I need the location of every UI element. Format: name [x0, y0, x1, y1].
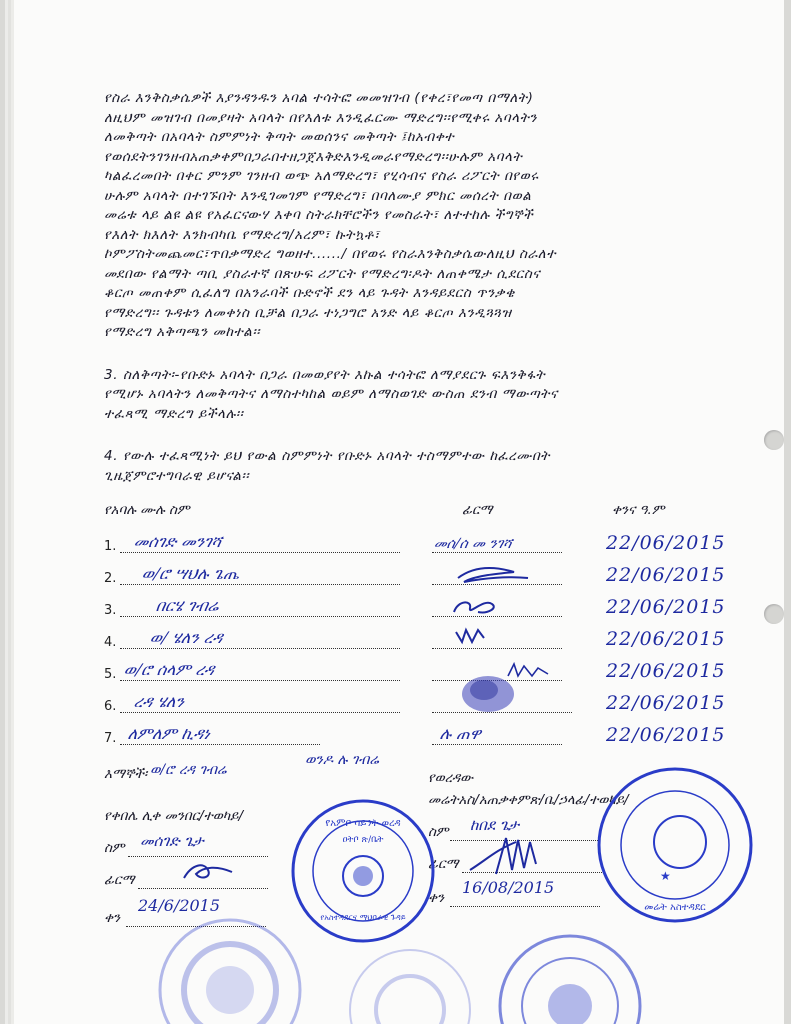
text-line: መሬቱ ላይ ልዩ ልዩ የአፈርናውሃ እቀባ ስትራክቸሮችን የመስራት፣ ለተተከሉ ችግኞች: [104, 207, 534, 223]
member-row: [104, 688, 754, 718]
receiver-date: 24/6/2015: [138, 896, 221, 915]
member-name: ወ/ሮ ሰላም ረዳ: [122, 660, 216, 679]
registrar-office: መሬትአስ/አጠቃቀምጽ/ቤ/ኃላፊ/ተወካይ/: [428, 792, 629, 808]
registrar-signature-label: ፊርማ: [428, 856, 459, 872]
row-number: 5.: [104, 667, 117, 682]
header-member-name: የአባሉ ሙሉ ስም: [104, 502, 190, 518]
text-line: መደበው የልማት ጣቢ ያስራተኛ በጽሁፍ ሪፖርት የማድረግ፡ዶት ለጠቀሜታ ሲደርስና: [104, 265, 541, 282]
registrar-signature: [466, 830, 556, 880]
row-number: 1.: [104, 539, 117, 554]
member-row: [104, 720, 754, 750]
signature-date: 22/06/2015: [606, 596, 726, 618]
name-line: [120, 552, 400, 553]
text-line: የሚሆኑ አባላትን ለመቅጣትና ለማስተካከል ወይም ለማስወገድ ውስጠ ደንብ ማውጣትና: [104, 386, 558, 402]
member-signature: [454, 666, 524, 718]
text-line: የእለት ክእለት እንክብካቤ የማድረግ/አረም፣ ኩትኳቶ፣: [104, 226, 380, 243]
stamp-text: የአስተዳደርና ማህበራዊ ጉዳይ: [320, 913, 406, 922]
row-number: 4.: [104, 635, 117, 650]
registrar-date-line: [450, 906, 600, 907]
member-signature: [448, 594, 508, 620]
faded-stamp: [130, 900, 330, 1024]
paragraph-effect: [104, 448, 744, 487]
faded-stamp: [490, 920, 650, 1024]
member-name: ወ/ሮ ሣህሉ ጌጤ: [140, 564, 241, 583]
punch-hole: [764, 430, 784, 450]
member-name: ረዳ ሄለን: [132, 692, 186, 711]
text-line: ካልፈረመበት በቀር ምንም ገንዘብ ወጭ አለማድረግ፣ የሂሳብና የስራ ሪፖርት በየወሩ: [104, 168, 539, 184]
name-line: [120, 680, 400, 681]
text-line: ጊዜጀምሮተግባራዊ ይሆናል፡፡: [104, 467, 250, 484]
name-line: [120, 616, 400, 617]
text-line: የስራ እንቅስቃሴዎች እያንዳንዱን አባል ተሳትፎ መመዝገብ (የቀረ፣የመጣ በማለት): [104, 90, 534, 106]
member-row: [104, 592, 754, 622]
text-line: ለዚህም መዝገብ በመያዛት አባላት በየእለቱ እንዲፈርሙ ማድረግ፡፡የሚቀሩ አባላትን: [104, 109, 538, 126]
witness-label: እማኞች፡: [104, 766, 148, 782]
receiver-title: የቀበሌ ሊቀ መንበር/ተወካይ/: [104, 808, 243, 824]
svg-text:★: ★: [660, 869, 671, 883]
member-name: ወ/ ሄለን ረዳ: [148, 628, 224, 647]
receiver-name-label: ስም: [104, 840, 125, 856]
row-number: 7.: [104, 731, 117, 746]
text-line: ተፈጻሚ ማድረግ ይችላሉ፡፡: [104, 405, 244, 422]
signature-date: 22/06/2015: [606, 692, 726, 714]
text-line: የማድረግ አቅጣጫን መከተል፡፡: [104, 324, 261, 340]
signature-line: [432, 648, 562, 649]
member-name: ለምለም ኪዳነ: [126, 724, 212, 743]
registrar-name-label: ስም: [428, 824, 449, 840]
row-number: 2.: [104, 571, 117, 586]
member-name: መሰገድ መንገሻ: [132, 532, 223, 551]
member-row: [104, 528, 754, 558]
header-signature: ፊርማ: [462, 502, 493, 518]
receiver-signature-line: [138, 888, 268, 889]
signature-line: [432, 552, 562, 553]
paragraph-penalty: [104, 367, 744, 426]
signature-date: 22/06/2015: [606, 532, 726, 554]
member-name: በርሄ ገብሬ: [154, 596, 221, 615]
member-row: [104, 624, 754, 654]
receiver-date-label: ቀን: [104, 910, 121, 926]
member-signature: ሉ ጠዋ: [438, 724, 483, 743]
receiver-signature: [178, 856, 238, 886]
stamp-text: ዐትቦ ጽ/ቤት: [342, 835, 384, 845]
witness-name: ወ/ሮ ረዳ ገብሬ: [150, 762, 227, 778]
member-signature: መሰ/ሰ መ ንገሻ: [432, 536, 513, 552]
text-line: ሁሉም አባላት በተገኙበት እንዲገመገም የማድረግ፣ በባለሙያ ምክር መሰረት በወል: [104, 187, 532, 204]
row-number: 3.: [104, 603, 117, 618]
signature-date: 22/06/2015: [606, 660, 726, 682]
text-line: የወሰደትንገንዘብአጠቃቀምበጋራበተዘጋጀእቅድእንዲመራየማድረግ፡፡ሁሉም አባላት: [104, 148, 523, 165]
name-line: [120, 648, 400, 649]
punch-hole: [764, 604, 784, 624]
text-line: 3. ስለቅጣት፡-የቡድኑ አባላት በጋራ በመወያየት እኩል ተሳትፎ ለማያደርጉ ፍእንቅፋት: [104, 366, 546, 383]
member-row: [104, 560, 754, 590]
receiver-signature-label: ፊርማ: [104, 872, 135, 888]
text-line: ኮምፖስትመጨመር፣ጥበቃማድረ ግወዘተ....../ በየወሩ የስራእንቅስቃሴውለዚህ ስራለተ: [104, 246, 557, 262]
receiver-name: መሰገድ ጌታ: [140, 832, 204, 850]
signature-date: 22/06/2015: [606, 724, 726, 746]
name-line: [120, 712, 400, 713]
registrar-date-label: ቀን: [428, 890, 445, 906]
paragraph-duties: [104, 90, 744, 344]
signature-line: [432, 744, 562, 745]
woreda-stamp: [590, 760, 760, 930]
signature-date: 22/06/2015: [606, 628, 726, 650]
member-row: [104, 656, 754, 686]
text-line: 4. የውሉ ተፈጻሚነት ይህ የውል ስምምነት የቡድኑ አባላት ተስማምተው ከፈረሙበት: [104, 448, 551, 464]
stamp-text: መሬት አስተዳደር: [644, 902, 706, 913]
witness-name: ወንዶ ሉ ገብሬ: [305, 752, 379, 768]
stamp-text: የአምቦ ሳይንት ወረዳ: [325, 818, 401, 829]
signature-date: 22/06/2015: [606, 564, 726, 586]
name-line: [120, 744, 320, 745]
registrar-title: የወረዳው: [428, 770, 474, 786]
registrar-date: 16/08/2015: [462, 878, 555, 897]
body-text: [104, 90, 744, 510]
name-line: [120, 584, 400, 585]
member-signature: [454, 562, 534, 588]
header-date: ቀንና ዓ.ም: [612, 502, 665, 518]
member-signature: [452, 624, 492, 646]
text-line: የማድረግ፡፡ ጉዳቱን ለመቀነስ ቢቻል በጋራ ተነጋግሮ አንድ ላይ ቆርጦ እንዲጓጓዝ: [104, 304, 512, 321]
faded-stamp: [340, 930, 480, 1024]
text-line: ቆርጦ መጠቀም ሲፈለግ በአንራባች ቡድኖች ደን ላይ ጉዳት እንዳይደርስ ጥንቃቄ: [104, 285, 515, 301]
text-line: ለመቅጣት በአባላት ስምምነት ቅጣት መወሰንና መቅጣት ፤ከአብቀተ: [104, 129, 455, 145]
row-number: 6.: [104, 699, 117, 714]
registrar-name: ከበደ ጌታ: [470, 816, 520, 834]
